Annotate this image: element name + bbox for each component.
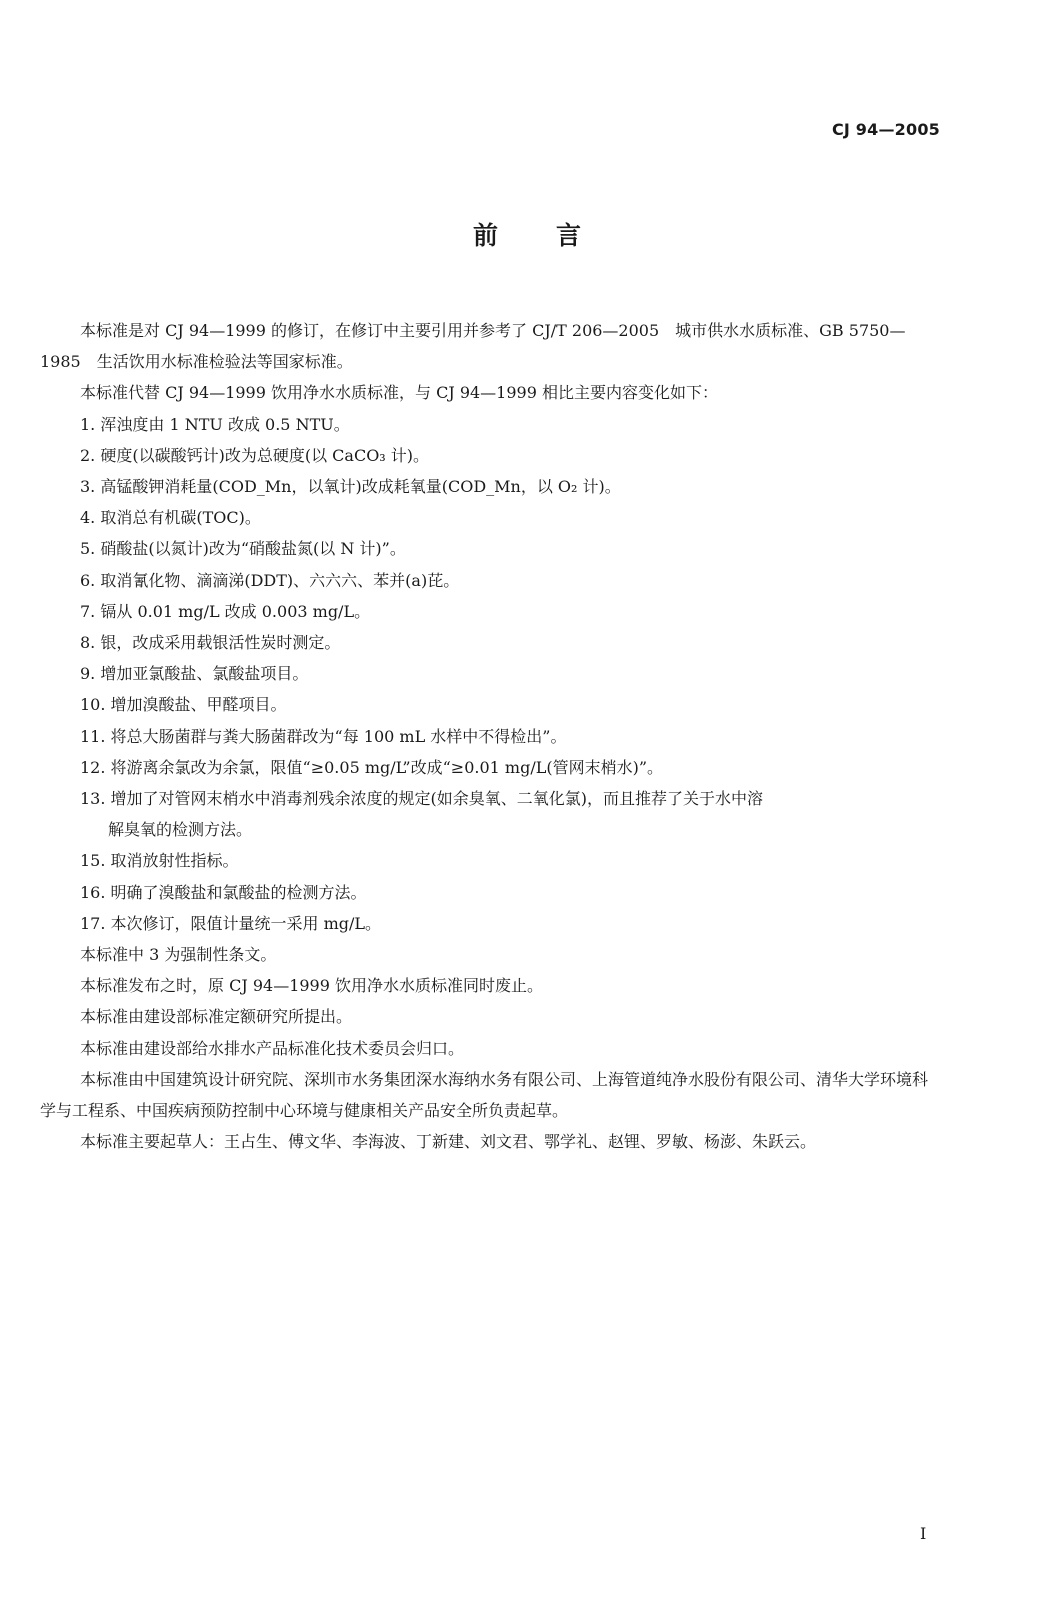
list-item: 15. 取消放射性指标。 — [80, 851, 239, 871]
paragraph: 本标准由建设部标准定额研究所提出。 — [80, 1007, 353, 1027]
list-item: 11. 将总大肠菌群与粪大肠菌群改为“每 100 mL 水样中不得检出”。 — [80, 726, 567, 746]
list-item: 5. 硝酸盐(以氮计)改为“硝酸盐氮(以 N 计)”。 — [80, 539, 406, 559]
list-item: 8. 银，改成采用载银活性炭时测定。 — [80, 633, 341, 653]
page-number: I — [920, 1524, 927, 1543]
paragraph: 本标准由建设部给水排水产品标准化技术委员会归口。 — [80, 1038, 465, 1058]
paragraph: 本标准是对 CJ 94—1999 的修订，在修订中主要引用并参考了 CJ/T 206—2005 城市供水水质标准、GB 5750—1985 生活饮用水标准检验法等国家标准。 — [40, 321, 906, 372]
list-item: 4. 取消总有机碳(TOC)。 — [80, 508, 261, 528]
list-item: 1. 浑浊度由 1 NTU 改成 0.5 NTU。 — [80, 414, 350, 434]
list-item: 3. 高锰酸钾消耗量(COD_Mn，以氧计)改成耗氧量(COD_Mn，以 O₂ 计)。 — [80, 477, 621, 497]
list-item — [40, 783, 943, 845]
paragraph: 本标准中 3 为强制性条文。 — [80, 945, 277, 965]
paragraph: 本标准发布之时，原 CJ 94—1999 饮用净水水质标准同时废止。 — [80, 976, 543, 996]
paragraph: 本标准主要起草人：王占生、傅文华、李海波、丁新建、刘文君、鄂学礼、赵锂、罗敏、杨澎、朱跃云。 — [80, 1132, 817, 1152]
page-title: 前言 — [472, 221, 639, 250]
list-item: 17. 本次修订，限值计量统一采用 mg/L。 — [80, 913, 382, 933]
list-item: 10. 增加溴酸盐、甲醛项目。 — [80, 695, 287, 715]
standard-code: CJ 94—2005 — [831, 120, 940, 139]
list-item: 9. 增加亚氯酸盐、氯酸盐项目。 — [80, 664, 309, 684]
list-item: 16. 明确了溴酸盐和氯酸盐的检测方法。 — [80, 882, 367, 902]
list-item: 6. 取消氰化物、滴滴涕(DDT)、六六六、苯并(a)芘。 — [80, 570, 460, 590]
list-item: 2. 硬度(以碳酸钙计)改为总硬度(以 CaCO₃ 计)。 — [80, 445, 430, 465]
list-item-line: 13. 增加了对管网末梢水中消毒剂残余浓度的规定(如余臭氧、二氧化氯)，而且推荐了关于水中溶 — [80, 789, 764, 809]
body-text — [40, 315, 943, 1157]
paragraph: 本标准由中国建筑设计研究院、深圳市水务集团深水海纳水务有限公司、上海管道纯净水股份有限公司、清华大学环境科学与工程系、中国疾病预防控制中心环境与健康相关产品安全所负责起草。 — [40, 1069, 929, 1121]
list-item: 7. 镉从 0.01 mg/L 改成 0.003 mg/L。 — [80, 601, 371, 621]
paragraph: 本标准代替 CJ 94—1999 饮用净水水质标准，与 CJ 94—1999 相比主要内容变化如下： — [80, 383, 718, 403]
list-item: 12. 将游离余氯改为余氯，限值“≥0.05 mg/L”改成“≥0.01 mg/L(管网末梢水)”。 — [80, 757, 663, 777]
list-item-continuation: 解臭氧的检测方法。 — [108, 820, 253, 840]
